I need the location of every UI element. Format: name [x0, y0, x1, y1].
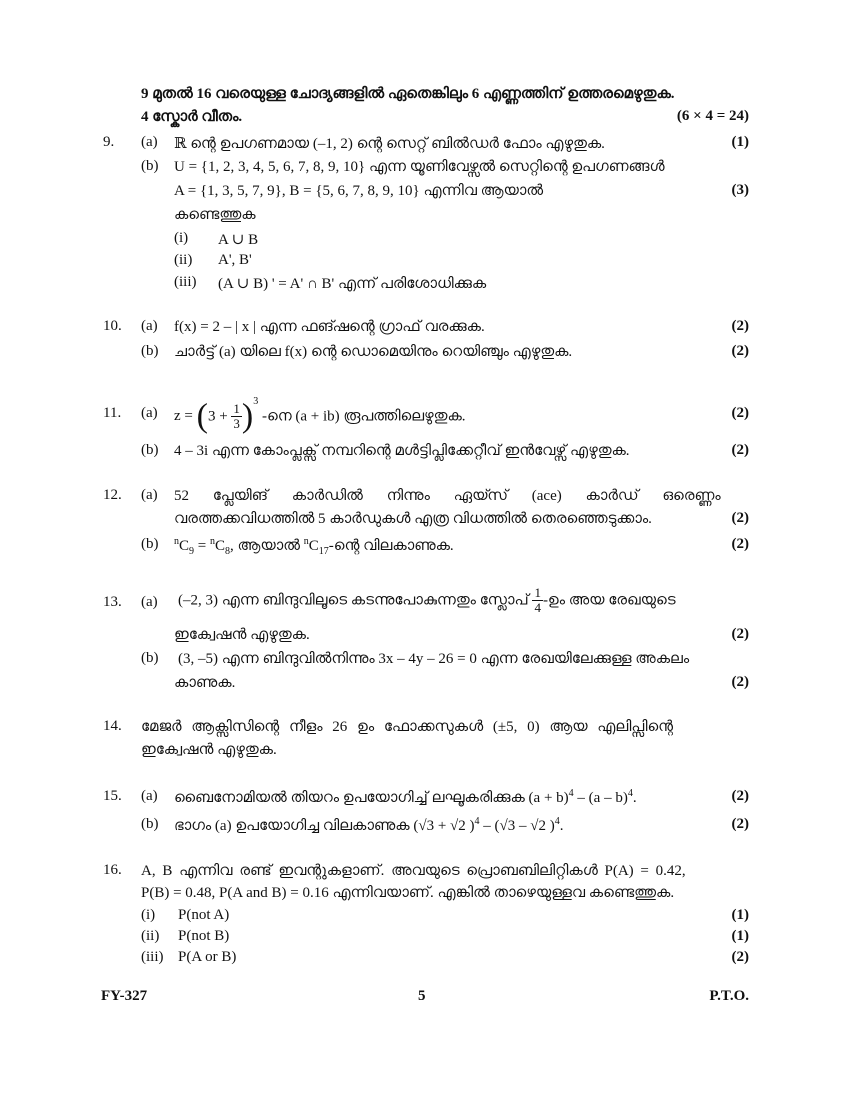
- question-11b-text: 4 – 3i എന്ന കോംപ്ലക്സ് നമ്പറിന്റെ മൾട്ടിപ്ലിക്കേറ്റീവ് ഇൻവേഴ്സ് എഴുതുക.: [174, 443, 630, 459]
- question-11a-fraction: [231, 402, 242, 431]
- q12b-end: -ന്റെ വിലകാണുക.: [328, 538, 454, 554]
- q15a-end: .: [632, 790, 637, 806]
- question-15b-text: [174, 816, 564, 835]
- question-16-i-label: (i): [141, 907, 156, 923]
- q15a-p1: 4: [568, 788, 574, 799]
- question-12a-line-1: 52 പ്ലേയിങ് കാർഡിൽ നിന്നും ഏയ്സ് (ace) കാർഡ് ഒരെണ്ണം: [174, 488, 721, 504]
- question-11a-whole: 3 +: [207, 408, 228, 425]
- q12b-s3: 17: [318, 546, 329, 557]
- question-16-number: 16.: [103, 862, 122, 878]
- question-10a-text: f(x) = 2 – | x | എന്ന ഫങ്ഷന്റെ ഗ്രാഫ് വരക്കുക.: [174, 319, 485, 335]
- question-10a-label: (a): [141, 318, 158, 334]
- question-12a-line-2: വരത്തക്കവിധത്തിൽ 5 കാർഡുകൾ എത്ര വിധത്തിൽ തെരഞ്ഞെടുക്കാം.: [174, 511, 652, 527]
- question-11a-expression: [174, 392, 466, 434]
- q15b-end: .: [559, 818, 564, 834]
- question-12-number: 12.: [103, 487, 122, 503]
- question-15a-label: (a): [141, 788, 158, 804]
- question-13a-fraction-denominator: 4: [534, 600, 541, 616]
- question-9a-marks: (1): [731, 134, 749, 150]
- question-9b-marks: (3): [731, 182, 749, 198]
- question-9b-iii-label: (iii): [174, 274, 197, 290]
- question-11a-left-paren: (: [196, 397, 208, 435]
- question-14-number: 14.: [103, 718, 122, 734]
- question-13-number: 13.: [103, 594, 122, 610]
- question-16-iii-text: P(A or B): [178, 949, 237, 965]
- question-13b-marks: (2): [731, 674, 749, 690]
- footer-exam-code: FY-327: [101, 988, 148, 1004]
- q12b-n2: n: [209, 536, 215, 547]
- question-13a-fraction-numerator: 1: [534, 585, 541, 601]
- question-13b-label: (b): [141, 650, 159, 666]
- question-9b-label: (b): [141, 158, 159, 174]
- question-9-number: 9.: [103, 134, 115, 150]
- question-11a-right-paren: ): [241, 397, 254, 435]
- question-11a-power: 3: [253, 396, 259, 407]
- question-13a-label: (a): [141, 594, 158, 610]
- question-15-number: 15.: [103, 788, 122, 804]
- q12b-n3: n: [303, 536, 309, 547]
- question-13b-line-2: കാണുക.: [174, 675, 236, 691]
- footer-page-number: 5: [418, 988, 426, 1004]
- q15b-p2: 4: [554, 816, 560, 827]
- q12b-c1: C: [179, 538, 190, 554]
- question-10a-marks: (2): [731, 318, 749, 334]
- question-9b-ii-label: (ii): [174, 252, 193, 268]
- question-9b-iii-text: (A ∪ B) ' = A' ∩ B' എന്ന് പരിശോധിക്കുക: [218, 276, 487, 292]
- question-10b-label: (b): [141, 343, 159, 359]
- question-9b-ii-text: A', B': [218, 252, 252, 268]
- question-15b-marks: (2): [731, 816, 749, 832]
- question-15a-marks: (2): [731, 788, 749, 804]
- question-11a-prefix: z =: [174, 408, 193, 424]
- question-12a-label: (a): [141, 487, 158, 503]
- question-16-ii-label: (ii): [141, 928, 160, 944]
- question-11-number: 11.: [103, 405, 122, 421]
- question-16-iii-marks: (2): [731, 949, 749, 965]
- question-11a-label: (a): [141, 405, 158, 421]
- question-16-i-text: P(not A): [178, 907, 230, 923]
- question-12b-marks: (2): [731, 536, 749, 552]
- question-12b-label: (b): [141, 536, 159, 552]
- question-10-number: 10.: [103, 318, 122, 334]
- question-16-ii-text: P(not B): [178, 928, 230, 944]
- question-10b-marks: (2): [731, 343, 749, 359]
- q15b-pre: ഭാഗം (a) ഉപയോഗിച്ച വിലകാണുക (√3 + √2 ): [174, 818, 475, 834]
- q12b-n1: n: [174, 536, 179, 547]
- question-13a-post: -ഉം അയ രേഖയുടെ: [542, 592, 676, 609]
- question-9b-line-2: A = {1, 3, 5, 7, 9}, B = {5, 6, 7, 8, 9, 10} എന്നിവ ആയാൽ: [174, 183, 544, 199]
- question-11a-fraction-numerator: 1: [233, 401, 240, 417]
- footer-pto: P.T.O.: [709, 988, 749, 1004]
- question-9b-line-1: U = {1, 2, 3, 4, 5, 6, 7, 8, 9, 10} എന്ന യൂണിവേഴ്സൽ സെറ്റിന്റെ ഉപഗണങ്ങൾ: [174, 159, 665, 175]
- question-9b-i-label: (i): [174, 230, 189, 246]
- question-14-line-2: ഇക്വേഷൻ എഴുതുക.: [141, 742, 277, 758]
- q15a-mid: – (a – b): [573, 790, 628, 806]
- question-10b-text: ചാർട്ട് (a) യിലെ f(x) ന്റെ ഡൊമെയിനും റെയിഞ്ചും എഴുതുക.: [174, 344, 573, 360]
- question-11a-suffix: -നെ (a + ib) രൂപത്തിലെഴുതുക.: [262, 408, 466, 425]
- question-13a-line-1: [178, 580, 676, 624]
- question-12b-text: [174, 536, 454, 557]
- question-13a-line-2: ഇക്വേഷൻ എഴുതുക.: [174, 627, 310, 643]
- question-11b-marks: (2): [731, 442, 749, 458]
- instruction-line-2: 4 സ്കോർ വീതം.: [141, 109, 243, 125]
- question-13a-pre: (–2, 3) എന്ന ബിന്ദുവിലൂടെ കടന്നുപോകുന്നതും സ്ലോപ്: [178, 592, 529, 609]
- question-11b-label: (b): [141, 442, 159, 458]
- instruction-line-1: 9 മുതൽ 16 വരെയുള്ള ചോദ്യങ്ങളിൽ ഏതെങ്കിലും 6 എണ്ണത്തിന് ഉത്തരമെഴുതുക.: [141, 86, 675, 102]
- question-13a-marks: (2): [731, 626, 749, 642]
- question-15b-label: (b): [141, 816, 159, 832]
- question-15a-text: [174, 788, 637, 807]
- question-14-line-1: മേജർ ആക്സിസിന്റെ നീളം 26 ഉം ഫോക്കസുകൾ (±5, 0) ആയ എലിപ്സിന്റെ: [141, 719, 674, 735]
- question-12a-marks: (2): [731, 510, 749, 526]
- q12b-s2: 8: [225, 546, 230, 557]
- question-9b-line-3: കണ്ടെത്തുക: [174, 207, 256, 223]
- q15a-p2: 4: [627, 788, 633, 799]
- q15b-p1: 4: [474, 816, 480, 827]
- question-13b-line-1: (3, –5) എന്ന ബിന്ദുവിൽനിന്നും 3x – 4y – 26 = 0 എന്ന രേഖയിലേക്കുള്ള അകലം: [178, 651, 690, 667]
- question-16-i-marks: (1): [731, 907, 749, 923]
- q12b-c2: C: [214, 538, 225, 554]
- q12b-s1: 9: [189, 546, 195, 557]
- question-9a-text: ℝ ന്റെ ഉപഗണമായ (–1, 2) ന്റെ സെറ്റ് ബിൽഡർ ഫോം എഴുതുക.: [174, 136, 605, 152]
- question-13a-fraction: [532, 586, 543, 615]
- question-16-line-1: A, B എന്നിവ രണ്ട് ഇവന്റുകളാണ്. അവയുടെ പ്രൊബബിലിറ്റികൾ P(A) = 0.42,: [141, 863, 686, 879]
- question-9b-i-text: A ∪ B: [218, 232, 259, 248]
- question-11a-marks: (2): [731, 405, 749, 421]
- q12b-mid: , ആയാൽ: [230, 538, 300, 554]
- q15b-mid: – (√3 – √2 ): [479, 818, 555, 834]
- q12b-eq: =: [197, 538, 207, 554]
- question-16-ii-marks: (1): [731, 928, 749, 944]
- question-9a-label: (a): [141, 134, 158, 150]
- question-11a-fraction-denominator: 3: [233, 416, 240, 432]
- instruction-total-marks: (6 × 4 = 24): [676, 108, 749, 124]
- question-16-line-2: P(B) = 0.48, P(A and B) = 0.16 എന്നിവയാണ്. എങ്കിൽ താഴെയുള്ളവ കണ്ടെത്തുക.: [141, 885, 675, 901]
- question-16-iii-label: (iii): [141, 949, 164, 965]
- q12b-c3: C: [308, 538, 319, 554]
- q15a-pre: ബൈനോമിയൽ തിയറം ഉപയോഗിച്ച് ലഘൂകരിക്കുക (a + b): [174, 790, 569, 806]
